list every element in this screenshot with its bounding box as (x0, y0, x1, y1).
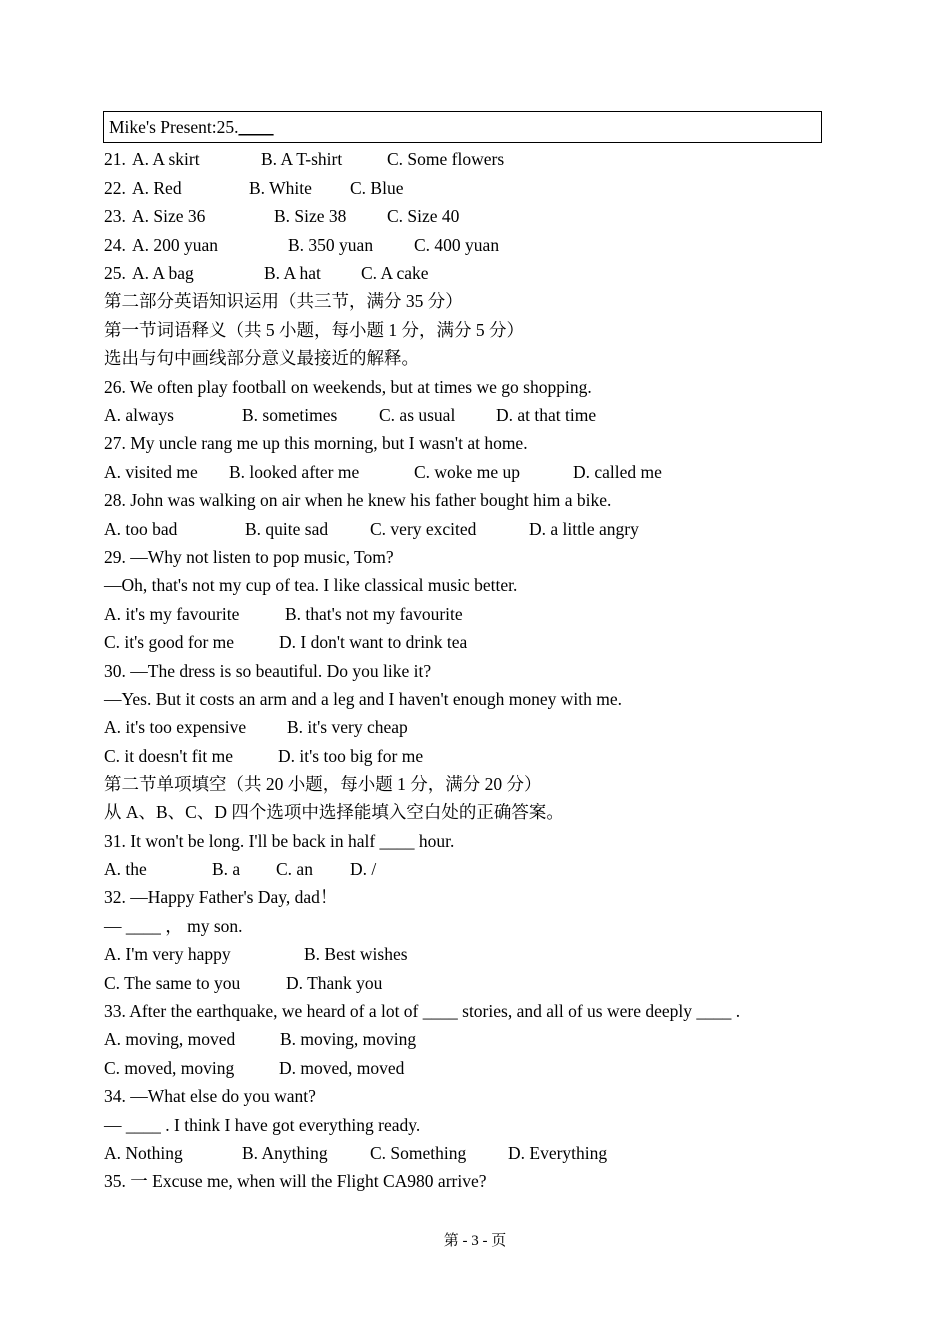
q22-option-b: B. White (249, 178, 312, 198)
q24-option-c: C. 400 yuan (414, 235, 500, 255)
q28-option-c: C. very excited (370, 519, 477, 539)
q33-option-a: A. moving, moved (104, 1029, 236, 1049)
q32-reply: — ____ ， my son. (104, 916, 243, 936)
q21-option-b: B. A T-shirt (261, 149, 343, 169)
q30-option-a: A. it's too expensive (104, 717, 247, 737)
q32-option-c: C. The same to you (104, 973, 241, 993)
q29-option-b: B. that's not my favourite (285, 604, 463, 624)
q26-option-b: B. sometimes (242, 405, 338, 425)
q31-stem: 31. It won't be long. I'll be back in half ____ hour. (104, 831, 455, 851)
q34-option-b: B. Anything (242, 1143, 328, 1163)
q28-option-a: A. too bad (104, 519, 178, 539)
mikes-present-box (103, 111, 822, 143)
q24-option-b: B. 350 yuan (288, 235, 374, 255)
q27-option-a: A. visited me (104, 462, 198, 482)
section1-title: 第一节词语释义（共 5 小题，每小题 1 分，满分 5 分） (104, 320, 524, 340)
q21-option-c: C. Some flowers (387, 149, 505, 169)
q23-option-a: A. Size 36 (132, 206, 206, 226)
q33-option-d: D. moved, moved (279, 1058, 405, 1078)
q32-stem: 32. —Happy Father's Day, dad！ (104, 887, 338, 907)
q22-option-a: A. Red (132, 178, 182, 198)
q30-option-b: B. it's very cheap (287, 717, 408, 737)
q30-reply: —Yes. But it costs an arm and a leg and I haven't enough money with me. (104, 689, 623, 709)
q23-num: 23. (104, 206, 126, 226)
q21-num: 21. (104, 149, 126, 169)
section1-instruction: 选出与句中画线部分意义最接近的解释。 (104, 348, 419, 368)
q34-reply: — ____ . I think I have got everything ready. (104, 1115, 421, 1135)
q26-stem: 26. We often play football on weekends, but at times we go shopping. (104, 377, 592, 397)
q32-option-d: D. Thank you (286, 973, 383, 993)
q29-option-d: D. I don't want to drink tea (279, 632, 468, 652)
page-number-footer: 第 - 3 - 页 (443, 1233, 507, 1249)
q28-option-b: B. quite sad (245, 519, 329, 539)
q24-num: 24. (104, 235, 126, 255)
q25-option-b: B. A hat (264, 263, 321, 283)
q26-option-c: C. as usual (379, 405, 456, 425)
section2-instruction: 从 A、B、C、D 四个选项中选择能填入空白处的正确答案。 (104, 802, 564, 822)
q31-option-d: D. / (350, 859, 377, 879)
q35-stem: 35. 一 Excuse me, when will the Flight CA980 arrive? (104, 1171, 487, 1191)
q23-option-c: C. Size 40 (387, 206, 460, 226)
q22-num: 22. (104, 178, 126, 198)
q28-stem: 28. John was walking on air when he knew his father bought him a bike. (104, 490, 612, 510)
q34-option-d: D. Everything (508, 1143, 608, 1163)
q28-option-d: D. a little angry (529, 519, 639, 539)
section2-title: 第二节单项填空（共 20 小题，每小题 1 分，满分 20 分） (104, 774, 542, 794)
q34-option-a: A. Nothing (104, 1143, 183, 1163)
q27-option-b: B. looked after me (229, 462, 360, 482)
q33-stem: 33. After the earthquake, we heard of a lot of ____ stories, and all of us were deeply ____ . (104, 1001, 741, 1021)
q24-option-a: A. 200 yuan (132, 235, 219, 255)
q26-option-d: D. at that time (496, 405, 597, 425)
q33-option-c: C. moved, moving (104, 1058, 235, 1078)
q31-option-a: A. the (104, 859, 147, 879)
q25-option-a: A. A bag (132, 263, 194, 283)
q30-stem: 30. —The dress is so beautiful. Do you like it? (104, 661, 432, 681)
q22-option-c: C. Blue (350, 178, 404, 198)
answer-blank: ____ (238, 117, 274, 137)
q26-option-a: A. always (104, 405, 174, 425)
q27-option-c: C. woke me up (414, 462, 520, 482)
q32-option-a: A. I'm very happy (104, 944, 231, 964)
q21-option-a: A. A skirt (132, 149, 200, 169)
q29-stem: 29. —Why not listen to pop music, Tom? (104, 547, 394, 567)
q29-reply: —Oh, that's not my cup of tea. I like classical music better. (104, 575, 518, 595)
q31-option-c: C. an (276, 859, 313, 879)
q23-option-b: B. Size 38 (274, 206, 347, 226)
q34-option-c: C. Something (370, 1143, 467, 1163)
q30-option-c: C. it doesn't fit me (104, 746, 234, 766)
q27-stem: 27. My uncle rang me up this morning, but I wasn't at home. (104, 433, 528, 453)
q25-num: 25. (104, 263, 126, 283)
q32-option-b: B. Best wishes (304, 944, 408, 964)
mikes-present-label: Mike's Present:25. (109, 117, 239, 137)
q29-option-a: A. it's my favourite (104, 604, 240, 624)
q31-option-b: B. a (212, 859, 241, 879)
part2-title: 第二部分英语知识运用（共三节，满分 35 分） (104, 291, 463, 311)
q25-option-c: C. A cake (361, 263, 429, 283)
q34-stem: 34. —What else do you want? (104, 1086, 316, 1106)
q27-option-d: D. called me (573, 462, 662, 482)
q33-option-b: B. moving, moving (280, 1029, 417, 1049)
q29-option-c: C. it's good for me (104, 632, 235, 652)
q30-option-d: D. it's too big for me (278, 746, 424, 766)
